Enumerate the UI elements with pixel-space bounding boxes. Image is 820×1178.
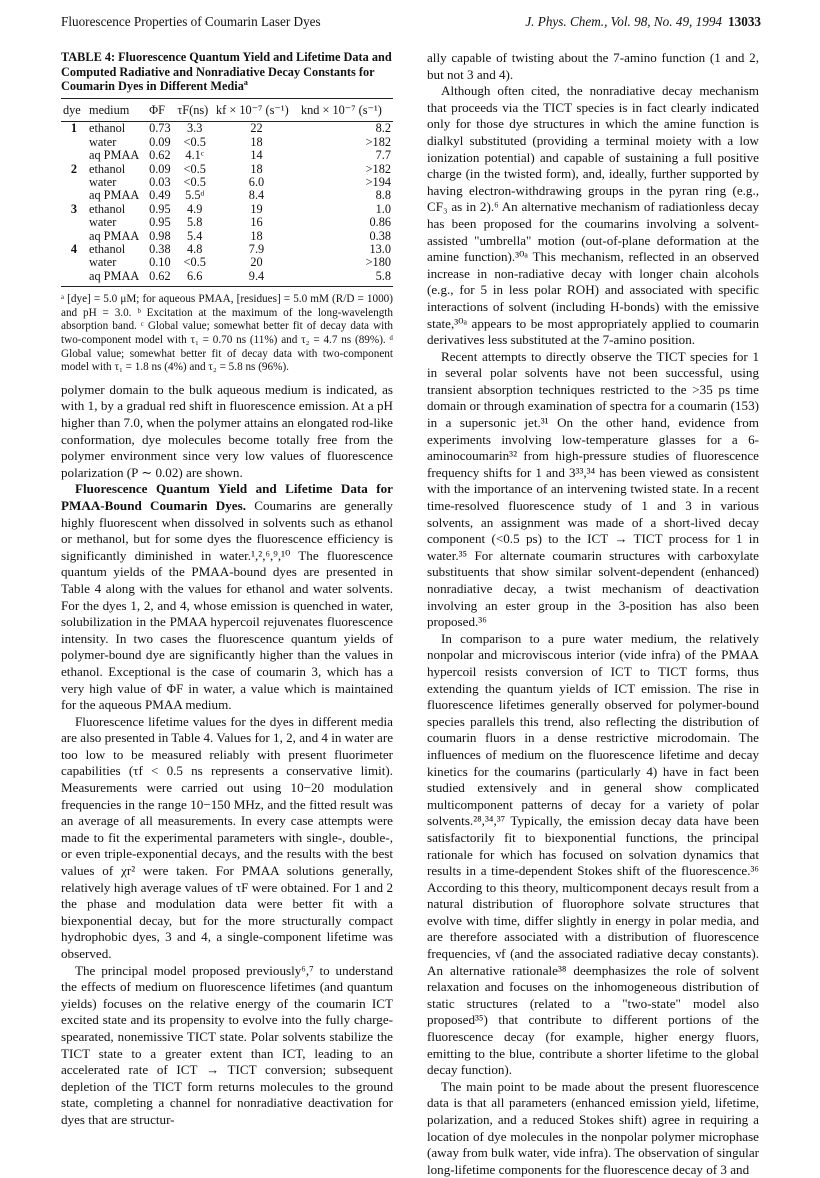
section-heading: Fluorescence Quantum Yield and Lifetime Data for PMAA-Bound Coumarin Dyes. (61, 481, 393, 513)
cell-phi: 0.38 (149, 242, 171, 257)
table-4 (61, 98, 393, 287)
cell-medium: aq PMAA (89, 188, 140, 203)
journal-citation (525, 14, 761, 30)
cell-phi: 0.73 (149, 121, 171, 136)
cell-knd: >180 (365, 255, 391, 270)
cell-kf: 14 (250, 148, 263, 163)
cell-kf: 8.4 (248, 188, 265, 203)
cell-kf: 18 (250, 134, 263, 149)
table-body (61, 122, 393, 287)
table-row (61, 203, 393, 216)
cell-knd: 1.0 (375, 201, 391, 216)
cell-phi: 0.62 (147, 270, 175, 287)
cell-tau: <0.5 (183, 161, 206, 176)
cell-tau: 5.5ᵈ (185, 188, 205, 203)
right-paragraph-5: The main point to be made about the present fluorescence data is that all parameters (enhanced emission yield, lifetime, polarization, and a reduced Stokes shift) agree in requiring a location of dye molecules in the nonpolar polymer microphase (away from bulk water, vide infra). The observation of singular long-lifetime components for the fluorescence decay of 3 and (427, 1078, 759, 1177)
table-caption (61, 50, 393, 94)
cell-knd: 8.2 (375, 121, 391, 136)
cell-dye (61, 216, 87, 229)
cell-phi: 0.49 (149, 188, 171, 203)
right-paragraph-1: ally capable of twisting about the 7-amino function (1 and 2, but not 3 and 4). (427, 50, 759, 82)
cell-knd: >182 (365, 161, 391, 176)
cell-kf: 6.0 (248, 175, 265, 189)
cell-dye: 4 (70, 242, 78, 257)
cell-medium: water (89, 175, 117, 189)
cell-kf: 16 (250, 215, 263, 230)
cell-kf: 18 (250, 228, 263, 243)
right-paragraph-2: Although often cited, the nonradiative decay mechanism that proceeds via the TICT species is in fact clearly indicated only for those dye structures in which the amine function is dialkyl substituted (providing a terminal moiety with a low ionization potential) and capable of sustaining a full positive charge (in the twisted form), and, ideally, further supported by having electron-withdrawing groups in the pyran ring (e.g., CF₃ as in 2).⁶ An alternative mechanism of radiationless decay has been proposed for the coumarins involving a solvent-assisted "umbrella" motion (out-of-plane deformation at the amine function).³⁰ᵃ This mechanism, reflected in an observed increase in non-radiative decay with longer chain alcohols (e.g., for 5 in less polar ROH) and associated with specific interactions of solvent (including H-bonds) with the emissive state,³⁰ᵃ appears to be most appropriately applied to coumarin derivatives less substituted at the 7-amino position. (427, 83, 759, 348)
cell-dye: 1 (70, 121, 78, 136)
table-row (61, 230, 393, 243)
cell-medium: aq PMAA (89, 148, 140, 163)
cell-knd: >194 (365, 175, 391, 189)
cell-tau: 5.8 (187, 215, 203, 230)
table-row (61, 216, 393, 229)
cell-medium: ethanol (89, 121, 126, 136)
table-row (61, 176, 393, 189)
cell-knd: 7.7 (375, 148, 391, 163)
cell-medium: water (89, 215, 117, 230)
table-row (61, 136, 393, 149)
table-row (61, 270, 393, 287)
header-kf: kf × 10⁻⁷ (s⁻¹) (216, 102, 289, 117)
cell-tau: 6.6 (175, 270, 214, 287)
cell-dye: 2 (70, 161, 78, 176)
left-paragraph-2-text: Coumarins are generally highly fluorescent when dissolved in solvents such as ethanol or methanol, but for some dyes the fluorescence efficiency is significantly diminished in water.¹,²,⁶,⁹,¹⁰ The fluorescence quantum yields of the PMAA-bound dyes are presented in Table 4 along with the values for ethanol and water solvents. For the dyes 1, 2, and 4, whose emission is quenched in water, solubilization in the PMAA hypercoil rejuvenates fluorescence intensity. In two cases the fluorescence quantum yields of polymer-bound dye are significantly higher than the values in ethanol. Exceptional is the case of coumarin 3, which has a very high value of ΦF in water, a value which is maintained for the aqueous PMAA medium. (61, 497, 393, 713)
cell-kf: 19 (250, 201, 263, 216)
table-row (61, 189, 393, 202)
table-label: TABLE 4: (61, 50, 116, 64)
left-paragraph-2 (61, 481, 393, 713)
left-paragraph-1: polymer domain to the bulk aqueous medium is indicated, as with 1, by a gradual red shift in fluorescence emission. At a pH higher than 7.0, when the polymer attains an elongated rod-like conformation, dye molecules become totally free from the polymer environment since very low values of fluorescence polarization (P ∼ 0.02) are shown. (61, 381, 393, 480)
caption-footnote-mark: a (243, 78, 248, 88)
right-paragraph-3: Recent attempts to directly observe the TICT species for 1 in several polar solvents have not been successful, using transient absorption techniques restricted to the >35 ps time domain or through examination of spectra for a coumarin (153) in a supersonic jet.³¹ On the other hand, evidence from experiments involving low-temperature glasses for a 6-aminocoumarin³² from high-pressure studies of fluorescence frequency shifts for 1 and 3³³,³⁴ has been viewed as consistent with the importance of an intervening twisted state. In a recent time-resolved fluorescence study of 1 and 3 in various solvents, an assignment was made of a short-lived decay component (<0.5 ps) to the ICT → TICT process for 1 in water.³⁵ For alternate coumarin structures with carboxylate substituents that show similar solvent-dependent (enhanced) nonradiative decay, a twist mechanism of deactivation involving an ester group in the 3-position has also been proposed.³⁶ (427, 348, 759, 630)
cell-phi: 0.62 (149, 148, 171, 163)
cell-tau: <0.5 (183, 134, 206, 149)
table-caption-text: Fluorescence Quantum Yield and Lifetime Data and Computed Radiative and Nonradiative Decay Constants for Coumarin Dyes in Different Media (61, 50, 392, 94)
table-header-row (61, 98, 393, 122)
left-paragraph-4: The principal model proposed previously⁶,⁷ to understand the effects of medium on fluorescence lifetimes (and quantum yields) focuses on the relative energy of the coumarin ICT excited state and its propensity to evolve into the fully charge-spearated, nonemissive TICT state. Polar solvents stabilize the TICT state to a greater extent than ICT, leading to an accelerated rate of ICT → TICT conversion; subsequent depletion of the TICT form returns molecules to the ground state, completing a channel for nonradiative deactivation for dyes that are structur- (61, 962, 393, 1127)
cell-medium: ethanol (89, 242, 126, 257)
header-medium: medium (89, 102, 130, 117)
left-column (61, 50, 393, 1129)
cell-tau: 4.1ᶜ (185, 148, 204, 163)
cell-phi: 0.09 (149, 134, 171, 149)
cell-medium: ethanol (89, 161, 126, 176)
cell-knd: >182 (365, 134, 391, 149)
table-row (61, 243, 393, 256)
table-row (61, 256, 393, 269)
cell-knd: 0.38 (369, 228, 391, 243)
cell-dye (61, 230, 87, 243)
cell-dye (61, 149, 87, 162)
cell-kf: 18 (250, 161, 263, 176)
cell-phi: 0.10 (149, 255, 171, 270)
cell-tau: <0.5 (183, 175, 206, 189)
header-dye: dye (63, 102, 81, 117)
cell-dye (61, 256, 87, 269)
cell-kf: 20 (250, 255, 263, 270)
table-row (61, 163, 393, 176)
cell-dye (61, 136, 87, 149)
cell-tau: 4.9 (187, 201, 203, 216)
cell-tau: 5.4 (187, 228, 203, 243)
cell-phi: 0.95 (149, 201, 171, 216)
right-paragraph-4: In comparison to a pure water medium, the relatively nonpolar and microviscous interior (vide infra) of the PMAA hypercoil resists conversion of ICT to TICT forms, thus extending the quantum yields of ICT emission. The rise in fluorescence lifetimes generally observed for polymer-bound species parallels this trend, also reflecting the distribution of coumarin fluors in a dense restrictive microdomain. The influences of medium on the fluorescence lifetime and decay kinetics for the coumarins (particularly 4) have in fact been studied extensively and in general show complicated multicomponent patterns of decay for a variety of polar solvents.²⁸,³⁴,³⁷ Typically, the emission decay data have been satisfactorily fit to biexponential functions, the principal rationale for which has focused on solvation dynamics that results in a time-dependent Stokes shift of the fluorescence.³⁶ According to this theory, multicomponent decays result from a natural distribution of fluorophore solvate structures that evolve with time, differ slightly in energy in polar media, and are therefore associated with a distribution of fluorescence frequencies, νf (and the associated radiative decay constants). An alternative rationale³⁸ deemphasizes the role of solvent relaxation and focuses on the inhomogeneous distribution of static structures (related to a "two-state" model also proposed³⁵) that contribute to different portions of the fluorescence decay (for example, higher energy fluors, emitting to the blue, contribute a shorter lifetime to the global decay function). (427, 630, 759, 1078)
cell-dye (61, 189, 87, 202)
page-number: 13033 (728, 14, 761, 29)
cell-knd: 0.86 (369, 215, 391, 230)
running-header (61, 14, 761, 34)
cell-kf: 7.9 (248, 242, 265, 257)
cell-phi: 0.09 (149, 161, 171, 176)
table-row (61, 122, 393, 136)
header-phi: ΦF (149, 102, 165, 117)
cell-dye (61, 270, 87, 287)
cell-medium: water (89, 134, 117, 149)
cell-tau: <0.5 (183, 255, 206, 270)
cell-tau: 3.3 (187, 121, 203, 136)
cell-medium: ethanol (89, 201, 126, 216)
table-footnotes: ᵃ [dye] = 5.0 μM; for aqueous PMAA, [residues] = 5.0 mM (R/D = 1000) and pH = 3.0. ᵇ Excitation at the maximum of the long-wavelength absorption band. ᶜ Global value; somewhat better fit of decay data with two-component model with τ₁ = 0.70 ns (11%) and τ₂ = 4.7 ns (89%). ᵈ Global value; somewhat better fit of decay data with two-component model with τ₁ = 1.8 ns (4%) and τ₂ = 5.8 ns (96%). (61, 293, 393, 374)
cell-dye: 3 (70, 201, 78, 216)
journal-name: J. Phys. Chem., Vol. 98, No. 49, 1994 (525, 14, 723, 29)
left-paragraph-3: Fluorescence lifetime values for the dyes in different media are also presented in Table 4. Values for 1, 2, and 4 in water are too low to be measured reliably with present fluorimeter capabilities (τf < 0.5 ns represents a conservative limit). Measurements were carried out using 10−20 modulation frequencies in the range 10−150 MHz, and the fitted result was an average of all measurements. In every case attempts were made to fit the experimental parameters with single-, double-, or even triple-exponential decays, and the results with the best values of χr² were taken. For PMAA solutions generally, relatively high average values of τF were obtained. For 1 and 2 the phase and modulation data were better fit with a biexponential decay, but for the more structurally compact hydrophobic dyes, 3 and 4, a single-component lifetime was observed. (61, 713, 394, 961)
cell-medium: water (89, 255, 117, 270)
header-knd: knd × 10⁻⁷ (s⁻¹) (300, 102, 382, 117)
header-tau: τF(ns) (177, 102, 209, 117)
cell-medium: aq PMAA (89, 228, 140, 243)
cell-knd: 13.0 (369, 242, 391, 257)
cell-kf: 22 (250, 121, 263, 136)
cell-knd: 5.8 (299, 270, 393, 287)
cell-knd: 8.8 (375, 188, 391, 203)
table-row (61, 149, 393, 162)
cell-medium: aq PMAA (87, 270, 147, 287)
cell-phi: 0.03 (149, 175, 171, 189)
running-title: Fluorescence Properties of Coumarin Laser Dyes (61, 14, 321, 29)
cell-phi: 0.98 (149, 228, 171, 243)
cell-tau: 4.8 (187, 242, 203, 257)
right-column (427, 50, 759, 1178)
cell-kf: 9.4 (214, 270, 299, 287)
cell-phi: 0.95 (149, 215, 171, 230)
cell-dye (61, 176, 87, 189)
